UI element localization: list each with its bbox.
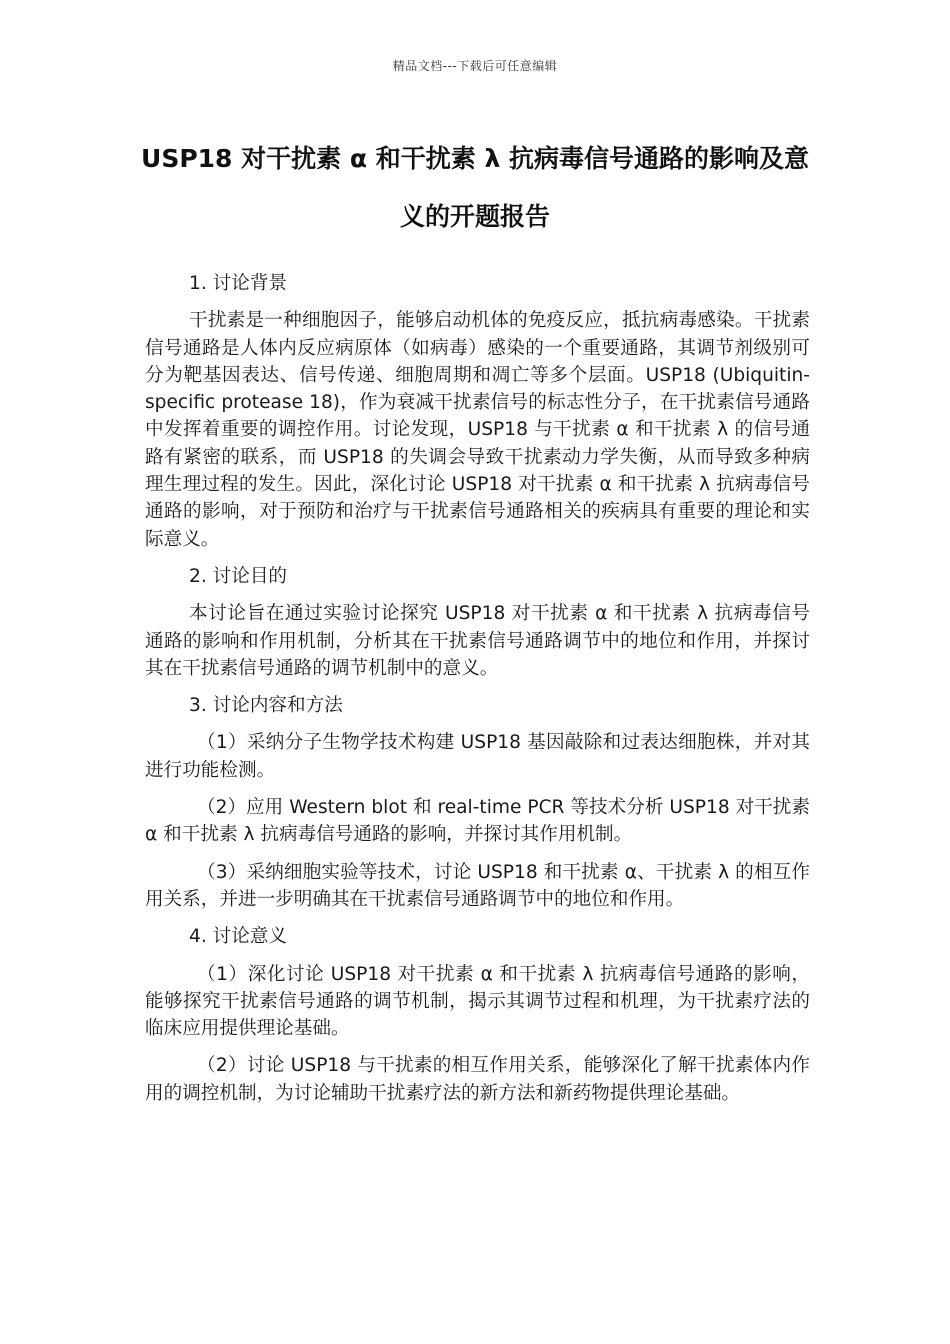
page-header-note: 精品文档---下载后可任意编辑 <box>392 59 558 73</box>
document-title: USP18 对干扰素 α 和干扰素 λ 抗病毒信号通路的影响及意义的开题报告 <box>141 144 809 231</box>
purpose-paragraph: 本讨论旨在通过实验讨论探究 USP18 对干扰素 α 和干扰素 λ 抗病毒信号通路的影响和作用机制，分析其在干扰素信号通路调节中的地位和作用，并探讨其在干扰素信号通路的调节机制中的意义。 <box>145 603 810 679</box>
significance-item-1: （1）深化讨论 USP18 对干扰素 α 和干扰素 λ 抗病毒信号通路的影响，能够探究干扰素信号通路的调节机制，揭示其调节过程和机理，为干扰素疗法的临床应用提供理论基础。 <box>145 963 810 1040</box>
section-heading-methods: 3. 讨论内容和方法 <box>189 695 343 717</box>
section-heading-purpose: 2. 讨论目的 <box>189 565 288 587</box>
document-body <box>145 270 810 1117</box>
background-paragraph: 干扰素是一种细胞因子，能够启动机体的免疫反应，抵抗病毒感染。干扰素信号通路是人体内反应病原体（如病毒）感染的一个重要通路，其调节剂级别可分为靶基因表达、信号传递、细胞周期和凋亡等多个层面。USP18 (Ubiquitin-specific protease 18)，作为衰减干扰素信号的标志性分子，在干扰素信号通路中发挥着重要的调控作用。讨论发现，USP18 与干扰素 α 和干扰素 λ 的信号通路有紧密的联系，而 USP18 的失调会导致干扰素动力学失衡，从而导致多种病理生理过程的发生。因此，深化讨论 USP18 对干扰素 α 和干扰素 λ 抗病毒信号通路的影响，对于预防和治疗与干扰素信号通路相关的疾病具有重要的理论和实际意义。 <box>145 310 810 550</box>
significance-item-2: （2）讨论 USP18 与干扰素的相互作用关系，能够深化了解干扰素体内作用的调控机制，为讨论辅助干扰素疗法的新方法和新药物提供理论基础。 <box>145 1055 810 1104</box>
section-heading-background: 1. 讨论背景 <box>189 273 288 294</box>
methods-item-1: （1）采纳分子生物学技术构建 USP18 基因敲除和过表达细胞株，并对其进行功能检测。 <box>145 732 810 781</box>
section-heading-significance: 4. 讨论意义 <box>189 926 288 948</box>
methods-item-2: （2）应用 Western blot 和 real-time PCR 等技术分析 USP18 对干扰素 α 和干扰素 λ 抗病毒信号通路的影响，并探讨其作用机制。 <box>145 797 810 846</box>
methods-item-3: （3）采纳细胞实验等技术，讨论 USP18 和干扰素 α、干扰素 λ 的相互作用关系，并进一步明确其在干扰素信号通路调节中的地位和作用。 <box>145 861 810 910</box>
